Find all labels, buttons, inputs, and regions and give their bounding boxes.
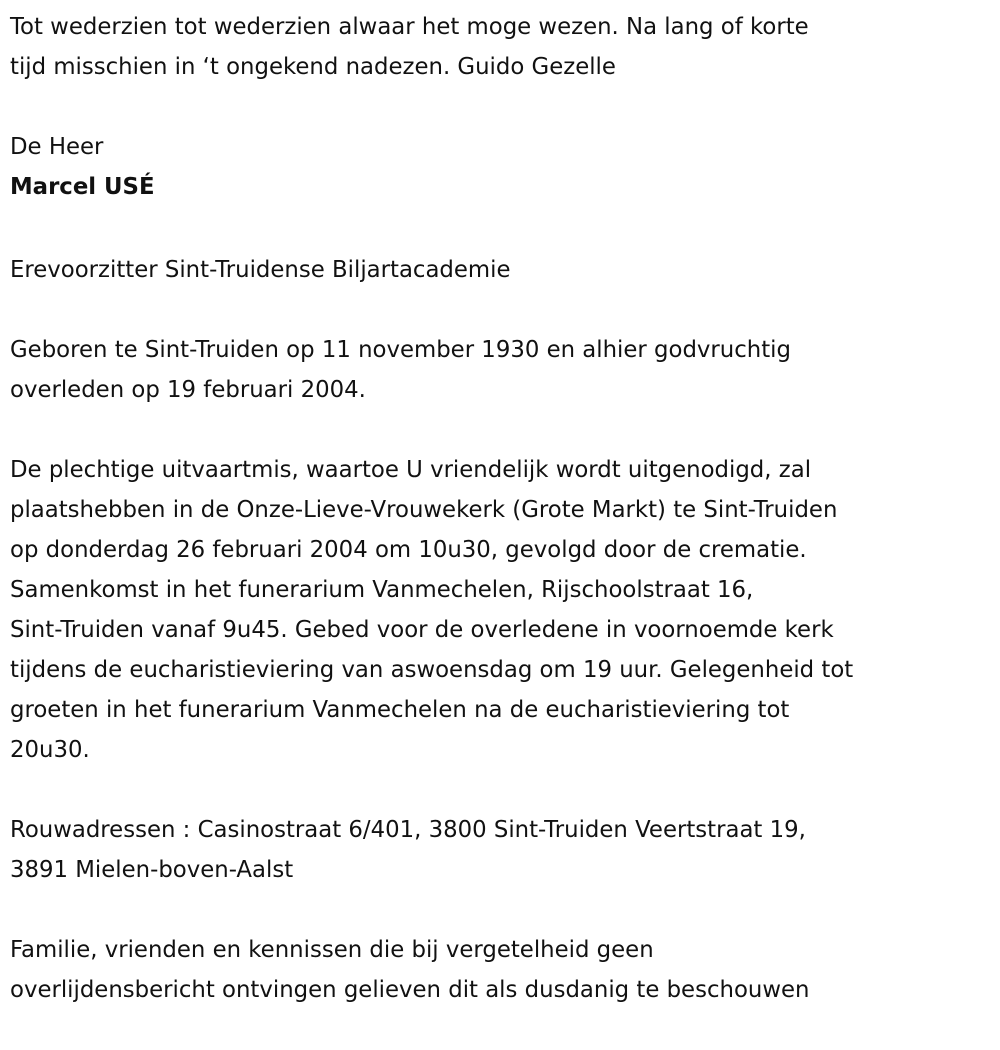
text-line: 20u30. xyxy=(10,737,90,763)
text-line: Rouwadressen : Casinostraat 6/401, 3800 Sint-Truiden Veertstraat 19, xyxy=(10,817,806,843)
text-line: Samenkomst in het funerarium Vanmechelen, Rijschoolstraat 16, xyxy=(10,577,754,603)
quote-paragraph xyxy=(10,7,995,87)
role: Erevoorzitter Sint-Truidense Biljartacademie xyxy=(10,257,511,283)
text-line: overleden op 19 februari 2004. xyxy=(10,377,366,403)
text-line: tijd misschien in ‘t ongekend nadezen. Guido Gezelle xyxy=(10,54,616,80)
closing-paragraph xyxy=(10,930,995,1010)
text-line: plaatshebben in de Onze-Lieve-Vrouwekerk (Grote Markt) te Sint-Truiden xyxy=(10,497,838,523)
obituary-document xyxy=(10,7,995,1050)
text-line: 3891 Mielen-boven-Aalst xyxy=(10,857,294,883)
honorific: De Heer xyxy=(10,134,104,160)
name-paragraph xyxy=(10,164,995,210)
title-paragraph xyxy=(10,127,995,167)
text-line: Sint-Truiden vanaf 9u45. Gebed voor de overledene in voornoemde kerk xyxy=(10,617,834,643)
birth-death-paragraph xyxy=(10,330,995,410)
role-paragraph xyxy=(10,250,995,290)
text-line: op donderdag 26 februari 2004 om 10u30, gevolgd door de crematie. xyxy=(10,537,807,563)
text-line: Familie, vrienden en kennissen die bij vergetelheid geen xyxy=(10,937,654,963)
text-line: Geboren te Sint-Truiden op 11 november 1930 en alhier godvruchtig xyxy=(10,337,791,363)
text-line: overlijdensbericht ontvingen gelieven dit als dusdanig te beschouwen xyxy=(10,977,810,1003)
deceased-name: Marcel USÉ xyxy=(10,174,155,200)
funeral-paragraph xyxy=(10,450,995,770)
addresses-paragraph xyxy=(10,810,995,890)
text-line: Tot wederzien tot wederzien alwaar het moge wezen. Na lang of korte xyxy=(10,14,809,40)
text-line: tijdens de eucharistieviering van aswoensdag om 19 uur. Gelegenheid tot xyxy=(10,657,854,683)
text-line: De plechtige uitvaartmis, waartoe U vriendelijk wordt uitgenodigd, zal xyxy=(10,457,812,483)
text-line: groeten in het funerarium Vanmechelen na de eucharistieviering tot xyxy=(10,697,790,723)
